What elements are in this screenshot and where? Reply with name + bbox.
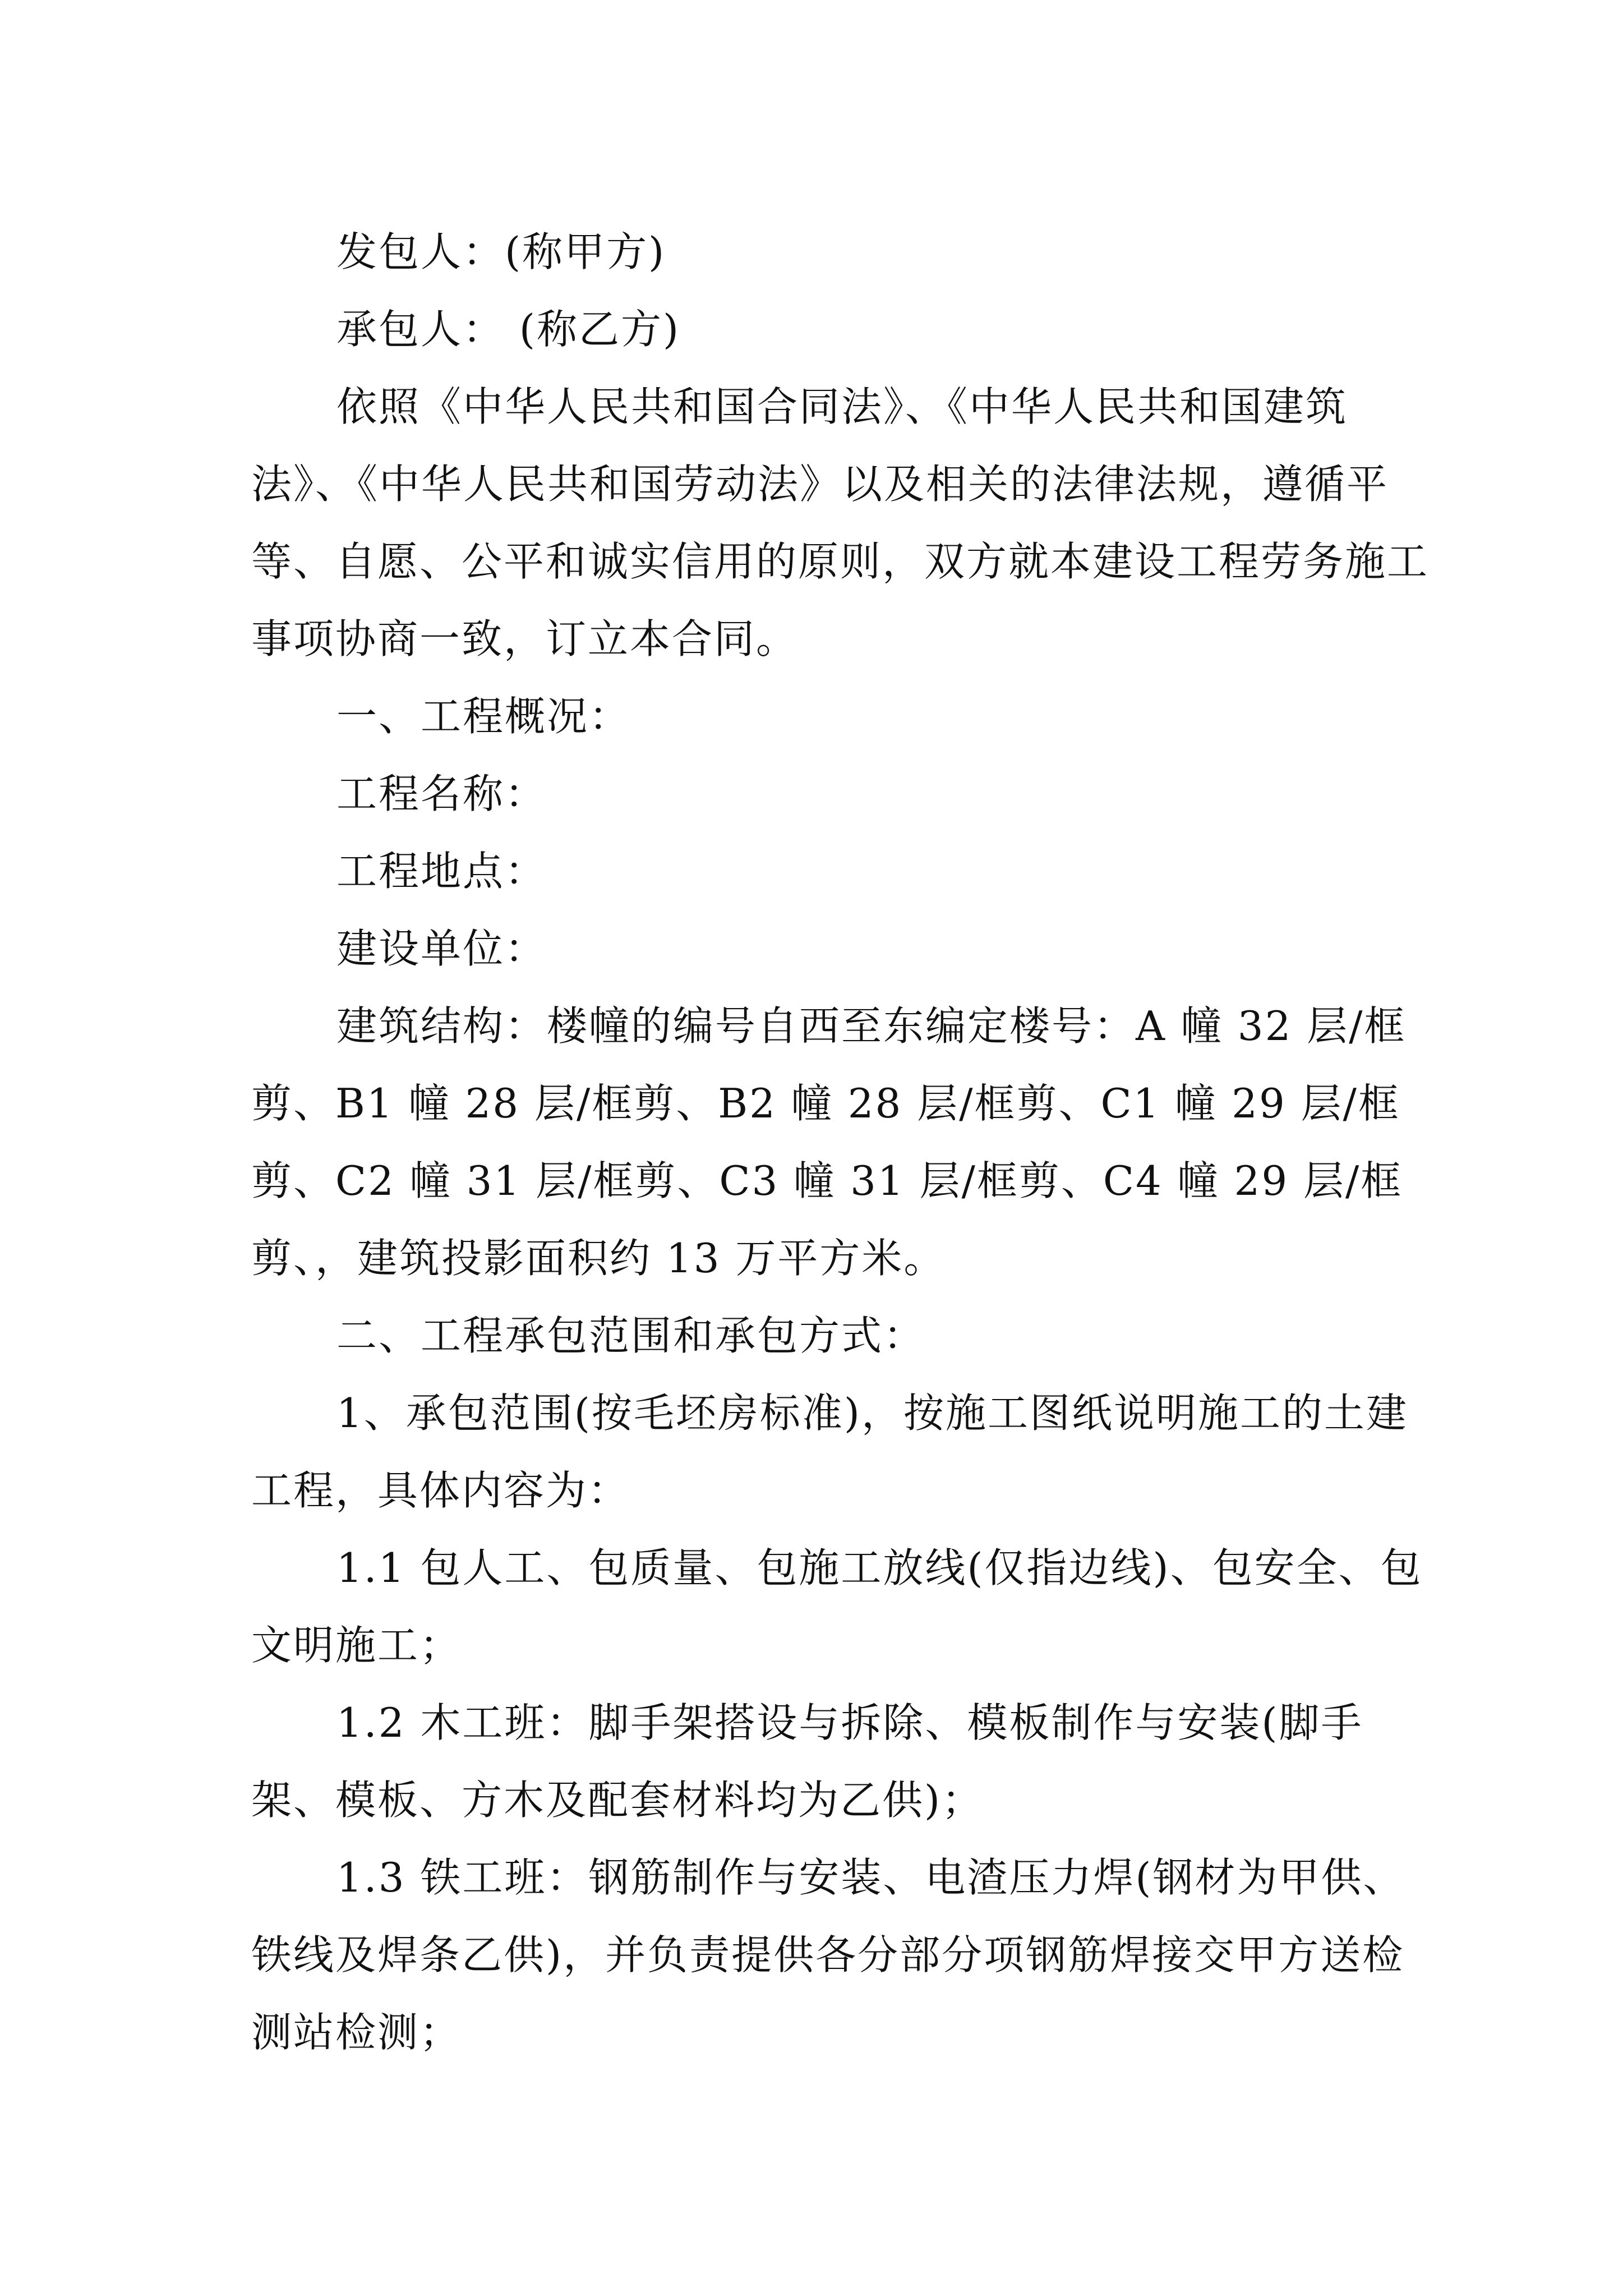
heading-scope-and-method: 二、工程承包范围和承包方式： xyxy=(336,1312,926,1359)
document-body xyxy=(251,213,1440,2071)
paragraph-scope-1-2: 1.2 木工班：脚手架搭设与拆除、模板制作与安装(脚手架、模板、方木及配套材料均为乙供)； xyxy=(251,1699,1363,1824)
field-project-location: 工程地点： xyxy=(336,848,547,895)
heading-project-overview: 一、工程概况： xyxy=(336,693,631,740)
paragraph-contractor: 承包人： (称乙方) xyxy=(336,306,681,353)
paragraph-legal-basis: 依照《中华人民共和国合同法》、《中华人民共和国建筑法》、《中华人民共和国劳动法》以及相关的法律法规，遵循平等、自愿、公平和诚实信用的原则，双方就本建设工程劳务施工事项协商一致，订立本合同。 xyxy=(251,383,1430,662)
field-construction-unit: 建设单位： xyxy=(336,925,547,972)
paragraph-scope-1: 1、承包范围(按毛坯房标准)，按施工图纸说明施工的土建工程，具体内容为： xyxy=(251,1389,1408,1514)
paragraph-scope-1-3: 1.3 铁工班：钢筋制作与安装、电渣压力焊(钢材为甲供、铁线及焊条乙供)，并负责提供各分部分项钢筋焊接交甲方送检测站检测； xyxy=(251,1854,1405,2056)
field-project-name: 工程名称： xyxy=(336,770,547,817)
paragraph-scope-1-1: 1.1 包人工、包质量、包施工放线(仅指边线)、包安全、包文明施工； xyxy=(251,1544,1423,1669)
paragraph-building-structure: 建筑结构：楼幢的编号自西至东编定楼号：A 幢 32 层/框剪、B1 幢 28 层/框剪、B2 幢 28 层/框剪、C1 幢 29 层/框剪、C2 幢 31 层/框剪、C3 幢 31 层/框剪、C4 幢 29 层/框剪、，建筑投影面积约 13 万平方米。 xyxy=(251,1002,1407,1282)
paragraph-employer: 发包人：(称甲方) xyxy=(336,228,666,275)
